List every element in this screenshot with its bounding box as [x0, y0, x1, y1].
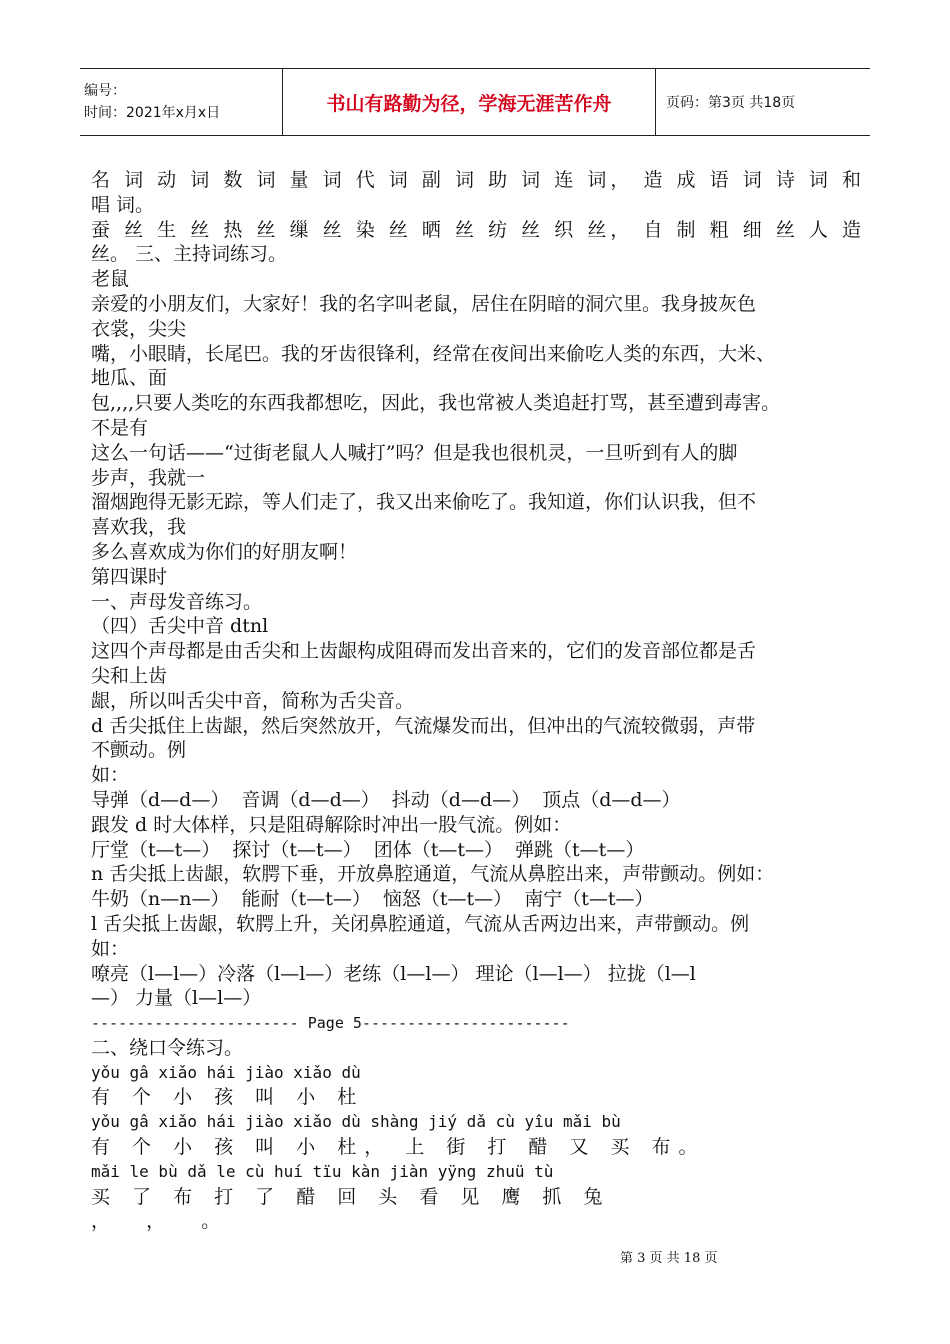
text-line: 有 个 小 孩 叫 小 杜， 上 街 打 醋 又 买 布。: [91, 1136, 706, 1159]
text-line: ， ， 。: [91, 1210, 229, 1233]
text-line: 衣裳，尖尖: [91, 317, 187, 340]
text-line: 尖和上齿: [91, 664, 168, 687]
header-meta: [80, 69, 283, 135]
text-line: 喜欢我，我: [91, 516, 187, 539]
page-info: 页码：第3页 共18页: [666, 95, 796, 111]
text-line: 二、绕口令练习。: [91, 1036, 244, 1059]
page-header: [80, 68, 870, 136]
text-line: 买 了 布 打 了 醋 回 头 看 见 鹰 抓 兔: [91, 1185, 611, 1208]
text-line: 这四个声母都是由舌尖和上齿龈构成阻碍而发出音来的，它们的发音部位都是舌: [91, 640, 757, 663]
text-line: 老鼠: [91, 268, 130, 291]
text-line: 龈，所以叫舌尖中音，简称为舌尖音。: [91, 689, 415, 712]
text-line: 包,,,,只要人类吃的东西我都想吃，因此，我也常被人类追赶打骂，甚至遭到毒害。: [91, 392, 781, 415]
text-line: 跟发 d 时大体样，只是阻碍解除时冲出一股气流。例如：: [91, 813, 572, 836]
text-line: 有 个 小 孩 叫 小 杜: [91, 1086, 365, 1109]
text-line: 名 词 动 词 数 词 量 词 代 词 副 词 助 词 连 词， 造 成 语 词 诗 词 和: [91, 169, 861, 191]
text-line: 如：: [91, 764, 130, 787]
text-line: 这么一句话——“过街老鼠人人喊打”吗？但是我也很机灵，一旦听到有人的脚: [91, 441, 738, 464]
text-line: 地瓜、面: [91, 367, 168, 390]
date-label: 时间：2021年x月x日: [84, 105, 221, 121]
header-motto: 书山有路勤为径，学海无涯苦作舟: [326, 92, 612, 115]
text-line: l 舌尖抵上齿龈，软腭上升，关闭鼻腔通道，气流从舌两边出来，声带颤动。例: [91, 912, 750, 935]
text-line: 蚕 丝 生 丝 热 丝 缫 丝 染 丝 晒 丝 纺 丝 织 丝， 自 制 粗 细 丝 人 造: [91, 218, 861, 241]
text-line: yǒu gâ xiǎo hái jiào xiǎo dù: [91, 1062, 361, 1082]
text-line: —） 力量（l—l—）: [91, 987, 262, 1010]
document-body: [91, 168, 861, 1234]
text-line: 厅堂（t—t—） 探讨（t—t—） 团体（t—t—） 弹跳（t—t—）: [91, 838, 645, 861]
number-label: 编号：: [84, 83, 126, 99]
text-line: yǒu gâ xiǎo hái jiào xiǎo dù shàng jiý dǎ cù yîu mǎi bù: [91, 1112, 621, 1132]
text-line: 溜烟跑得无影无踪，等人们走了，我又出来偷吃了。我知道，你们认识我，但不: [91, 491, 757, 514]
text-line: ----------------------- Page 5-----------------------: [91, 1014, 570, 1033]
text-line: 多么喜欢成为你们的好朋友啊！: [91, 540, 358, 563]
text-line: n 舌尖抵上齿龈，软腭下垂，开放鼻腔通道，气流从鼻腔出来，声带颤动。例如：: [91, 863, 775, 886]
text-line: 不颤动。例: [91, 739, 187, 762]
text-line: 一、声母发音练习。: [91, 590, 263, 613]
text-line: 亲爱的小朋友们，大家好！我的名字叫老鼠，居住在阴暗的洞穴里。我身披灰色: [91, 292, 757, 315]
text-line: 如：: [91, 937, 130, 960]
text-line: 唱 词。: [91, 193, 155, 216]
text-line: 牛奶（n—n—） 能耐（t—t—） 恼怒（t—t—） 南宁（t—t—）: [91, 888, 654, 911]
text-line: 步声，我就一: [91, 466, 206, 489]
header-motto-cell: [283, 69, 656, 135]
text-line: 导弹（d—d—） 音调（d—d—） 抖动（d—d—） 顶点（d—d—）: [91, 788, 681, 811]
header-page-info-cell: [656, 69, 870, 135]
text-line: mǎi le bù dǎ le cù huí tïu kàn jiàn yÿng zhuü tù: [91, 1161, 554, 1181]
text-line: 嘴，小眼睛，长尾巴。我的牙齿很锋利，经常在夜间出来偷吃人类的东西，大米、: [91, 342, 776, 365]
text-line: 嘹亮（l—l—）冷落（l—l—）老练（l—l—） 理论（l—l—） 拉拢（l—l: [91, 962, 696, 985]
text-line: d 舌尖抵住上齿龈，然后突然放开，气流爆发而出，但冲出的气流较微弱，声带: [91, 714, 756, 737]
text-line: 第四课时: [91, 565, 168, 588]
text-line: （四）舌尖中音 dtnl: [91, 615, 269, 638]
text-line: 丝。 三、主持词练习。: [91, 243, 288, 266]
page-footer: 第 3 页 共 18 页: [620, 1251, 718, 1266]
text-line: 不是有: [91, 416, 149, 439]
